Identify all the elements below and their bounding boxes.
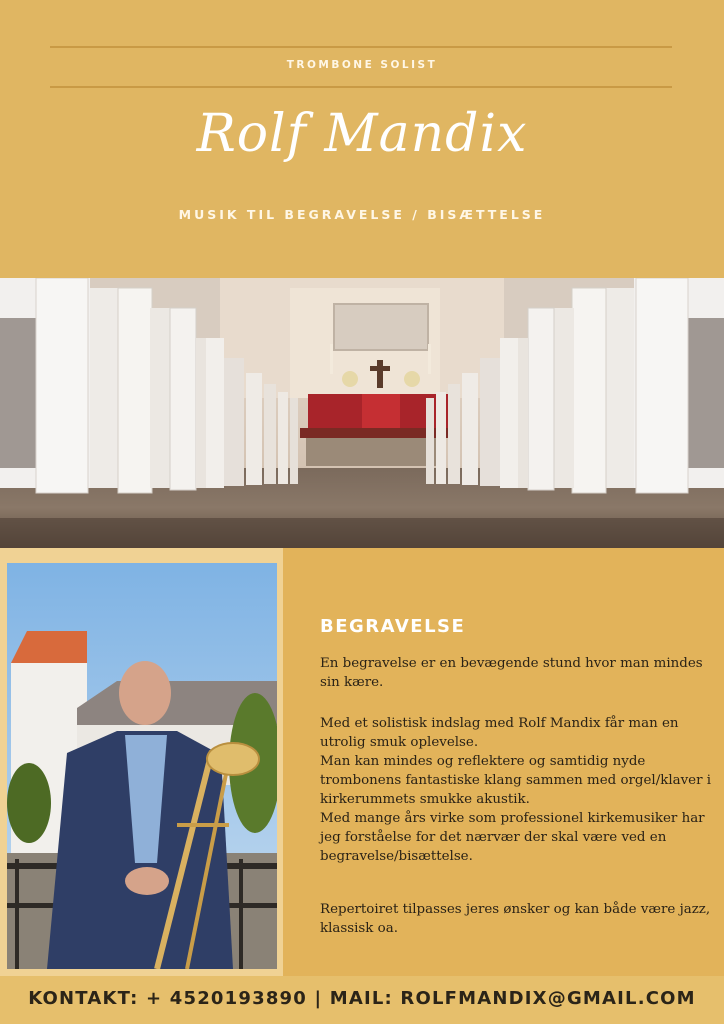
header-top-rule [50,46,672,48]
intro-paragraph: En begravelse er en bevægende stund hvor man mindes sin kære. [320,656,703,690]
section-title: BEGRAVELSE [320,616,466,637]
header-bottom-rule [50,86,672,88]
content-section [0,548,724,1024]
header-section [0,0,724,278]
church-interior-photo [0,278,724,548]
tagline: MUSIK TIL BEGRAVELSE / BISÆTTELSE [178,207,546,222]
performer-name: Rolf Mandix [196,104,528,164]
repertoire-paragraph: Repertoiret tilpasses jeres ønsker og kan både være jazz, klassisk oa. [320,902,711,936]
trombonist-portrait-photo [7,563,277,969]
kicker-text: TROMBONE SOLIST [286,59,438,71]
description-paragraph: Med et solistisk indslag med Rolf Mandix får man en utrolig smuk oplevelse. Man kan mindes og reflektere og samtidig nyde trombonens fantastiske klang sammen med orgel/klaver i kirkerummets smukke akustik. Med mange års virke som professionel kirkemusiker har jeg forståelse for det nærvær der skal være ved en begravelse/bisættelse. [320,716,712,864]
contact-line: KONTAKT: + 4520193890 | MAIL: ROLFMANDIX@GMAIL.COM [28,988,696,1009]
